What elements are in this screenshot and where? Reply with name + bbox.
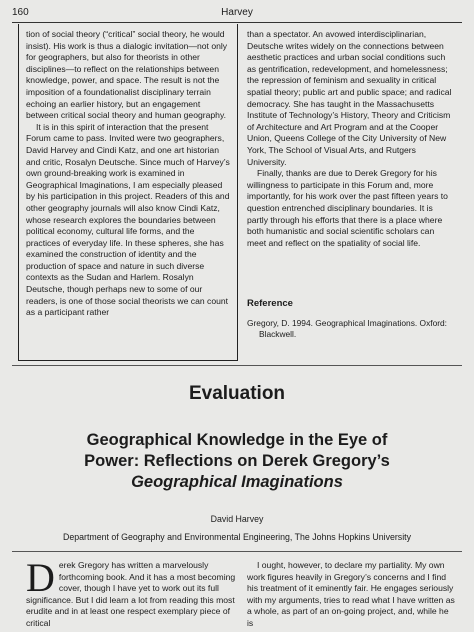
body-text: erek Gregory has written a marvelously forthcoming book. And it has a most becoming cover, though I have yet to work out its full significance. But I did learn a lot from reading this most erudite and in at least one respect exemplary piece of critical bbox=[26, 560, 236, 628]
paragraph: Finally, thanks are due to Derek Gregory for his willingness to participate in this Forum and, more importantly, for his work over the past fifteen years to question entrenched disciplinary boundaries. It is partly through his efforts that there is a place where both humanistic and social scientific scholars can meet and reflect on the spatiality of social life. bbox=[247, 168, 448, 248]
author-affiliation: Department of Geography and Environmental Engineering, The Johns Hopkins University bbox=[63, 532, 411, 542]
header-rule bbox=[12, 22, 462, 23]
article-title-line: Geographical Imaginations bbox=[131, 473, 343, 491]
page-number: 160 bbox=[12, 7, 29, 18]
left-column-text bbox=[26, 29, 231, 319]
section-divider bbox=[12, 365, 462, 366]
article-title-line: Geographical Knowledge in the Eye of bbox=[86, 431, 388, 449]
running-title: Harvey bbox=[221, 7, 253, 18]
reference-entry: Gregory, D. 1994. Geographical Imaginations. Oxford: Blackwell. bbox=[247, 318, 448, 339]
paragraph: tion of social theory (“critical” social theory, he would insist). His work is thus a dialogic invitation—not only for geographers, but also for theorists in other disciplines—to reflect on the relationships between knowledge, power, and space. The result is not the imposition of a foundationalist disciplinary terrain echoing an earlier history, but an engagement between critical social theory and human geography. bbox=[26, 29, 228, 121]
author-name: David Harvey bbox=[210, 514, 264, 524]
article-body-left bbox=[26, 555, 236, 630]
article-title-line: Power: Reflections on Derek Gregory’s bbox=[84, 452, 390, 470]
reference-heading: Reference bbox=[247, 298, 293, 309]
section-heading: Evaluation bbox=[188, 383, 286, 404]
right-column-text bbox=[247, 29, 455, 249]
reference-list bbox=[247, 318, 457, 340]
paragraph: It is in this spirit of interaction that the present Forum came to pass. Invited were two geographers, David Harvey and Cindi Katz, and one art historian and critic, Rosalyn Deutsche. Since much of Harvey’s own ground-breaking work is examined in Geographical Imaginations, I am especially pleased by his participation in this project. Readers of this and other geography journals will also know Cindi Katz, whose research explores the boundaries between political economy, cultural life forms, and the practices of everyday life. In these spheres, she has examined the construction of identity and the production of space and nature in such diverse contexts as the Sudan and Harlem. Rosalyn Deutsche, though perhaps new to some of our readers, is one of those social theorists we can count as a participant rather bbox=[26, 121, 230, 318]
drop-cap: D bbox=[26, 555, 55, 600]
body-text: I ought, however, to declare my partiality. My own work figures heavily in Gregory’s concerns and I find his treatment of it eminently fair. He engages seriously with my arguments, tries to read what I have written as a whole, as part of an on-going project, and, while he is bbox=[247, 560, 455, 628]
article-title bbox=[40, 430, 434, 493]
affiliation-rule bbox=[12, 551, 462, 552]
paragraph: than a spectator. An avowed interdisciplinarian, Deutsche writes widely on the connections between aesthetic practices and urban social conditions such as gentrification, redevelopment, and homelessness; the repression of feminism and sexuality in critical spatial theory; public art and public space; and radical democracy. She has taught in the Massachusetts Institute of Technology’s History, Theory and Criticism of Architecture and Art Program and at the Cooper Union, Queens College of the City University of New York, The School of Visual Arts, and Rutgers University. bbox=[247, 29, 452, 167]
article-body-right bbox=[247, 560, 457, 630]
